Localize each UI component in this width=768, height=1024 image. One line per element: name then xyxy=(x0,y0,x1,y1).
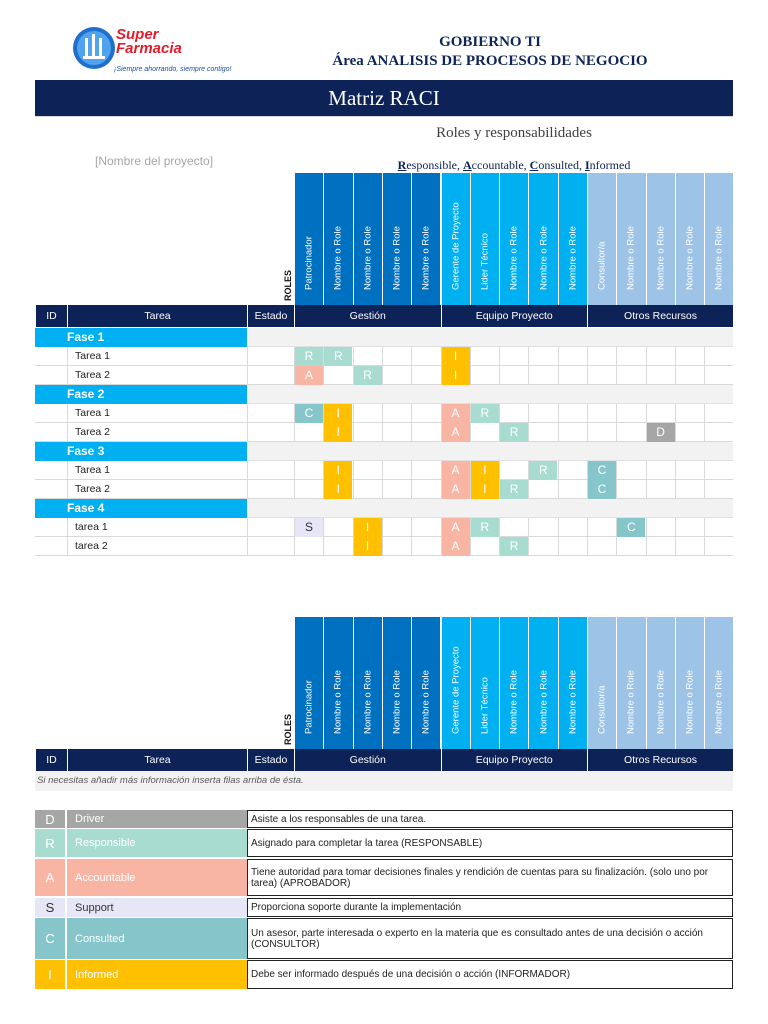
role-column-header[interactable] xyxy=(382,617,411,749)
role-label: Gerente de Proyecto xyxy=(450,202,462,290)
raci-cell[interactable]: R xyxy=(499,423,528,442)
role-label: Patrocinador xyxy=(303,680,315,734)
raci-cell[interactable]: A xyxy=(441,480,470,499)
role-label: Nombre o Role xyxy=(420,226,432,290)
raci-cell[interactable]: A xyxy=(441,518,470,537)
role-column-header[interactable] xyxy=(646,617,675,749)
role-label: Gerente de Proyecto xyxy=(450,646,462,734)
col-gestion: Gestión xyxy=(294,305,441,327)
role-label: Nombre o Role xyxy=(391,670,403,734)
col-id: ID xyxy=(35,749,67,771)
legend-name: Accountable xyxy=(67,859,247,896)
role-column-header[interactable] xyxy=(470,617,499,749)
col-estado: Estado xyxy=(247,749,294,771)
raci-cell[interactable]: C xyxy=(294,404,323,423)
role-label: Consultor/a xyxy=(596,685,608,734)
legend-name: Driver xyxy=(67,810,247,828)
brand-bottom: Farmacia xyxy=(116,40,182,57)
role-column-header[interactable] xyxy=(675,617,704,749)
col-otros: Otros Recursos xyxy=(587,305,733,327)
raci-cell[interactable]: I xyxy=(441,347,470,366)
role-label: Lider Técnico xyxy=(479,677,491,734)
raci-cell[interactable]: A xyxy=(441,423,470,442)
phase-row: Fase 4 xyxy=(35,499,247,518)
role-column-header[interactable] xyxy=(499,617,528,749)
raci-cell[interactable]: C xyxy=(616,518,645,537)
legend-description: Debe ser informado después de una decisión o acción (INFORMADOR) xyxy=(247,960,733,989)
raci-key-i-rest: nformed xyxy=(589,158,631,172)
role-column-header[interactable] xyxy=(558,617,587,749)
raci-cell[interactable]: R xyxy=(470,518,499,537)
role-label: Nombre o Role xyxy=(625,226,637,290)
raci-cell[interactable]: I xyxy=(323,423,352,442)
legend-name: Consulted xyxy=(67,918,247,959)
role-label: Nombre o Role xyxy=(508,670,520,734)
task-name: tarea 2 xyxy=(67,537,279,556)
raci-cell[interactable]: S xyxy=(294,518,323,537)
col-equipo: Equipo Proyecto xyxy=(441,749,588,771)
task-name: tarea 1 xyxy=(67,518,279,537)
raci-cell[interactable]: A xyxy=(294,366,323,385)
legend-description: Proporciona soporte durante la implementación xyxy=(247,898,733,917)
raci-key-i: I xyxy=(585,158,590,172)
task-name: Tarea 2 xyxy=(67,366,279,385)
role-label: Consultor/a xyxy=(596,241,608,290)
legend-description: Un asesor, parte interesada o experto en la materia que es consultado antes de una decisión o acción (CONSULTOR) xyxy=(247,918,733,959)
role-label: Nombre o Role xyxy=(362,670,374,734)
phase-row: Fase 1 xyxy=(35,328,247,347)
legend-code: S xyxy=(35,898,65,917)
col-tarea: Tarea xyxy=(67,749,247,771)
brand-top: Super xyxy=(116,26,159,43)
roles-label: ROLES xyxy=(283,713,293,745)
role-column-header[interactable] xyxy=(294,617,323,749)
role-label: Nombre o Role xyxy=(332,226,344,290)
raci-cell[interactable]: R xyxy=(323,347,352,366)
raci-cell[interactable]: A xyxy=(441,537,470,556)
raci-cell[interactable]: I xyxy=(470,480,499,499)
role-label: Nombre o Role xyxy=(508,226,520,290)
raci-key-a-rest: ccountable, xyxy=(471,158,530,172)
role-column-header[interactable] xyxy=(353,617,382,749)
legend-description: Asignado para completar la tarea (RESPONSABLE) xyxy=(247,829,733,857)
raci-key-c: C xyxy=(529,158,539,172)
col-equipo: Equipo Proyecto xyxy=(441,305,588,327)
raci-key-a: A xyxy=(463,158,472,172)
raci-cell[interactable]: A xyxy=(441,404,470,423)
raci-cell[interactable]: R xyxy=(294,347,323,366)
raci-cell[interactable]: C xyxy=(587,480,616,499)
role-label: Nombre o Role xyxy=(538,226,550,290)
legend-row xyxy=(35,960,733,989)
column-header-row xyxy=(35,749,733,771)
role-column-header[interactable] xyxy=(587,617,616,749)
role-label: Nombre o Role xyxy=(362,226,374,290)
role-label: Nombre o Role xyxy=(567,670,579,734)
role-label: Nombre o Role xyxy=(713,670,725,734)
col-otros: Otros Recursos xyxy=(587,749,733,771)
role-label: Lider Técnico xyxy=(479,233,491,290)
task-name: Tarea 1 xyxy=(67,461,279,480)
role-label: Nombre o Role xyxy=(567,226,579,290)
role-column-header[interactable] xyxy=(441,617,470,749)
raci-cell[interactable]: I xyxy=(441,366,470,385)
col-gestion: Gestión xyxy=(294,749,441,771)
roles-label: ROLES xyxy=(283,269,293,301)
role-label: Nombre o Role xyxy=(684,670,696,734)
role-label: Nombre o Role xyxy=(655,226,667,290)
legend-description: Tiene autoridad para tomar decisiones finales y rendición de cuentas para su finalización. (solo uno por tarea) (APROBADOR) xyxy=(247,859,733,896)
task-name: Tarea 1 xyxy=(67,404,279,423)
legend-row xyxy=(35,898,733,917)
role-column-header[interactable] xyxy=(411,617,440,749)
legend-row xyxy=(35,859,733,896)
org-title: GOBIERNO TI xyxy=(439,34,541,50)
role-label: Nombre o Role xyxy=(538,670,550,734)
legend-name: Informed xyxy=(67,960,247,989)
role-label: Nombre o Role xyxy=(713,226,725,290)
raci-cell[interactable]: C xyxy=(587,461,616,480)
legend-row xyxy=(35,918,733,959)
legend-row xyxy=(35,829,733,857)
task-name: Tarea 1 xyxy=(67,347,279,366)
raci-cell[interactable]: R xyxy=(470,404,499,423)
role-column-header[interactable] xyxy=(616,617,645,749)
raci-cell[interactable]: I xyxy=(470,461,499,480)
col-tarea: Tarea xyxy=(67,305,247,327)
legend-row xyxy=(35,810,733,828)
legend-name: Support xyxy=(67,898,247,917)
task-name: Tarea 2 xyxy=(67,480,279,499)
area-title: Área ANALISIS DE PROCESOS DE NEGOCIO xyxy=(332,53,648,69)
role-label: Nombre o Role xyxy=(655,670,667,734)
raci-cell[interactable]: I xyxy=(323,480,352,499)
col-id: ID xyxy=(35,305,67,327)
role-column-header[interactable] xyxy=(323,617,352,749)
page-title: Matriz RACI xyxy=(35,80,733,116)
role-label: Nombre o Role xyxy=(625,670,637,734)
raci-cell[interactable]: I xyxy=(353,537,382,556)
raci-cell[interactable]: R xyxy=(528,461,557,480)
legend-code: R xyxy=(35,829,65,857)
raci-cell[interactable]: I xyxy=(323,404,352,423)
raci-key-r-rest: esponsible, xyxy=(406,158,463,172)
raci-cell[interactable]: I xyxy=(353,518,382,537)
raci-key-c-rest: onsulted, xyxy=(538,158,585,172)
role-column-header[interactable] xyxy=(704,617,733,749)
raci-key-r: R xyxy=(397,158,407,172)
col-estado: Estado xyxy=(247,305,294,327)
raci-cell[interactable]: A xyxy=(441,461,470,480)
role-label: Nombre o Role xyxy=(332,670,344,734)
raci-cell[interactable]: R xyxy=(353,366,382,385)
brand-tagline: ¡Siempre ahorrando, siempre contigo! xyxy=(114,66,232,73)
role-label: Nombre o Role xyxy=(420,670,432,734)
role-label: Nombre o Role xyxy=(391,226,403,290)
role-label: Nombre o Role xyxy=(684,226,696,290)
raci-cell[interactable]: I xyxy=(323,461,352,480)
project-name-placeholder[interactable]: [Nombre del proyecto] xyxy=(95,154,214,168)
task-name: Tarea 2 xyxy=(67,423,279,442)
raci-cell[interactable]: R xyxy=(499,537,528,556)
legend-description: Asiste a los responsables de una tarea. xyxy=(247,810,733,828)
raci-cell[interactable]: D xyxy=(646,423,675,442)
role-label: Patrocinador xyxy=(303,236,315,290)
phase-row: Fase 3 xyxy=(35,442,247,461)
legend-name: Responsible xyxy=(67,829,247,857)
legend-code: C xyxy=(35,918,65,959)
legend-code: D xyxy=(35,810,65,828)
role-column-header[interactable] xyxy=(528,617,557,749)
legend-code: I xyxy=(35,960,65,989)
phase-row: Fase 2 xyxy=(35,385,247,404)
raci-cell[interactable]: R xyxy=(499,480,528,499)
legend-code: A xyxy=(35,859,65,896)
section-title: Roles y responsabilidades xyxy=(436,125,592,141)
insert-rows-note: Si necesitas añadir más información inserta filas arriba de ésta. xyxy=(35,771,733,791)
